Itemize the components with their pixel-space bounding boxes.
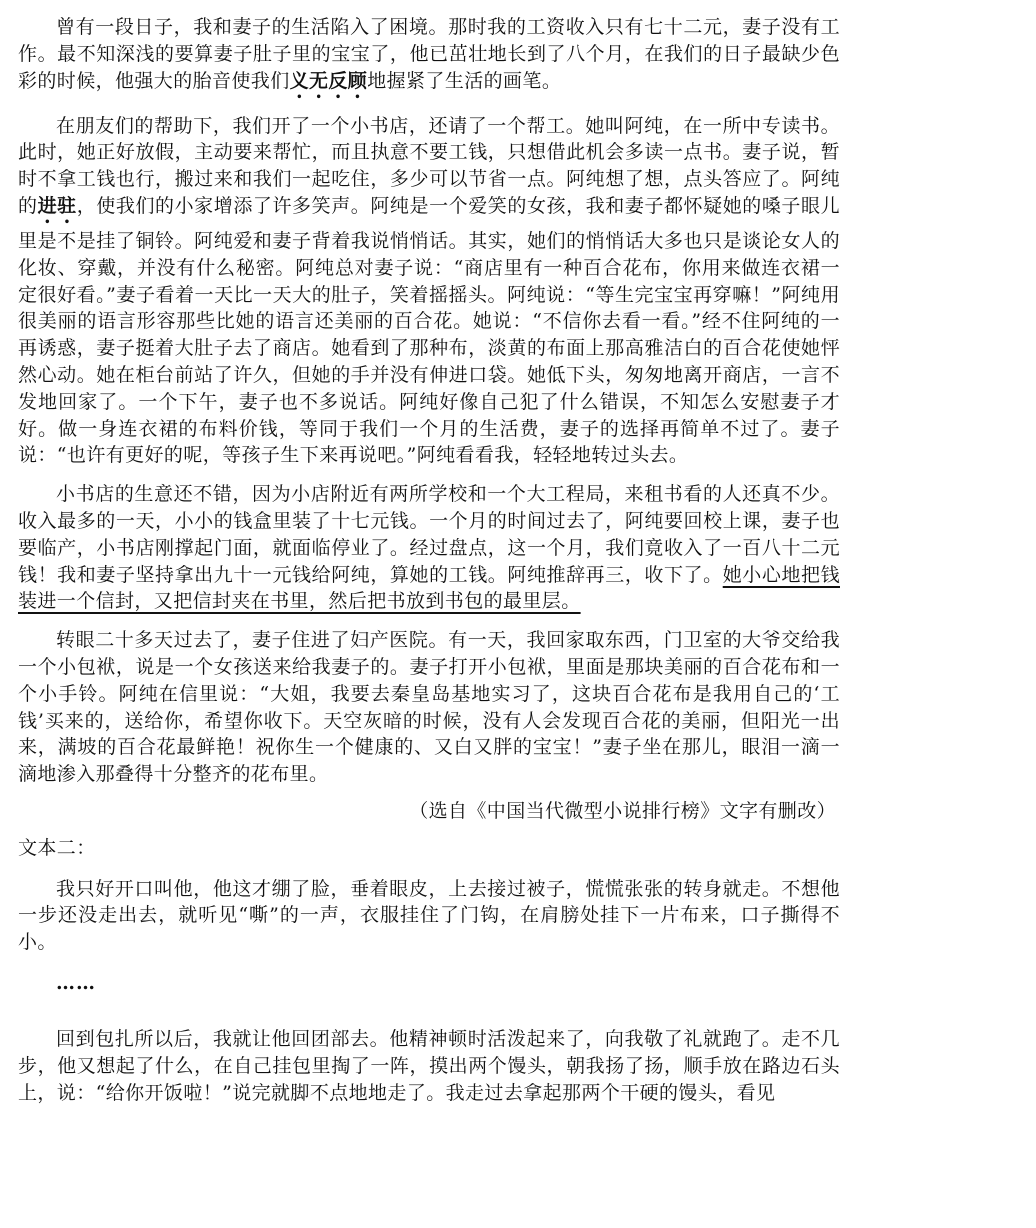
text-one-p2-part-b: ，使我们的小家增添了许多笑声。阿纯是一个爱笑的女孩，我和妻子都怀疑她的嗓子眼儿里是不是挂了铜铃。阿纯爱和妻子背着我说悄悄话。其实，她们的悄悄话大多也只是谈论女人的化妆、穿戴，并没有什么秘密。阿纯总对妻子说：“商店里有一种百合花布，你用来做连衣裙一定很好看。”妻子看着一天比一天大的肚子，笑着摇摇头。阿纯说：“等生完宝宝再穿嘛！”阿纯用很美丽的语言形容那些比她的语言还美丽的百合花。她说：“不信你去看一看。”经不住阿纯的一再诱惑，妻子挺着大肚子去了商店。她看到了那种布，淡黄的布面上那高雅洁白的百合花使她怦然心动。她在柜台前站了许久，但她的手并没有伸进口袋。她低下头，匆匆地离开商店，一言不发地回家了。一个下午，妻子也不多说话。阿纯好像自己犯了什么错误，不知怎么安慰妻子才好。做一身连衣裙的布料价钱，等同于我们一个月的生活费，妻子的选择再简单不过了。妻子说：“也许有更好的呢，等孩子生下来再说吧。”阿纯看看我，轻轻地转过头去。 (18, 194, 840, 467)
text-one-paragraph-2 (18, 113, 840, 470)
source-citation: （选自《中国当代微型小说排行榜》文字有删改） (409, 799, 836, 822)
text-two-label: 文本二： (18, 836, 96, 859)
text-one-p1-part-a: 曾有一段日子，我和妻子的生活陷入了困境。那时我的工资收入只有七十二元，妻子没有工作。最不知深浅的要算妻子肚子里的宝宝了，他已茁壮地长到了八个月，在我们的日子最缺少色彩的时候，他强大的胎音使我们 (18, 16, 840, 92)
ellipsis-separator: …… (56, 971, 96, 994)
text-one-p2-part-a: 在朋友们的帮助下，我们开了一个小书店，还请了一个帮工。她叫阿纯，在一所中专读书。此时，她正好放假，主动要来帮忙，而且执意不要工钱，只想借此机会多读一点书。妻子说，暂时不拿工钱也行，搬过来和我们一起吃住，多少可以节省一点。阿纯想了想，点头答应了。阿纯的 (18, 114, 840, 217)
document-page (18, 14, 840, 1106)
text-one-paragraph-4: 转眼二十多天过去了，妻子住进了妇产医院。有一天，我回家取东西，门卫室的大爷交给我一个小包袱，说是一个女孩送来给我妻子的。妻子打开小包袱，里面是那块美丽的百合花布和一个小手铃。阿纯在信里说：“大姐，我要去秦皇岛基地实习了，这块百合花布是我用自己的‘工钱’买来的，送给你，希望你收下。天空灰暗的时候，没有人会发现百合花的美丽，但阳光一出来，满坡的百合花最鲜艳！祝你生一个健康的、又白又胖的宝宝！”妻子坐在那儿，眼泪一滴一滴地渗入那叠得十分整齐的花布里。 (18, 629, 840, 786)
text-one-p3-part-a: 小书店的生意还不错，因为小店附近有两所学校和一个大工程局，来租书看的人还真不少。收入最多的一天，小小的钱盒里装了十七元钱。一个月的时间过去了，阿纯要回校上课，妻子也要临产，小书店刚撑起门面，就面临停业了。经过盘点，这一个月，我们竟收入了一百八十二元钱！我和妻子坚持拿出九十一元钱给阿纯，算她的工钱。阿纯推辞再三，收下了。 (18, 483, 840, 586)
text-one-paragraph-3 (18, 481, 840, 615)
emphasized-phrase-yiwufangu: 义无反顾 (289, 69, 368, 92)
emphasized-word-jinzhu: 进驻 (37, 194, 77, 217)
text-one-paragraph-1 (18, 14, 840, 103)
text-two-paragraph-2: 回到包扎所以后，我就让他回团部去。他精神顿时活泼起来了，向我敬了礼就跑了。走不几步，他又想起了什么，在自己挂包里掏了一阵，摸出两个馒头，朝我扬了扬，顺手放在路边石头上，说：“给你开饭啦！”说完就脚不点地地走了。我走过去拿起那两个干硬的馒头，看见 (18, 1027, 840, 1104)
text-two-paragraph-1: 我只好开口叫他，他这才绷了脸，垂着眼皮，上去接过被子，慌慌张张的转身就走。不想他一步还没走出去，就听见“嘶”的一声，衣服挂住了门钩，在肩膀处挂下一片布来，口子撕得不小。 (18, 877, 840, 954)
text-one-p1-part-b: 地握紧了生活的画笔。 (367, 69, 562, 92)
underlined-sentence: 她小心地把钱装进一个信封，又把信封夹在书里，然后把书放到书包的最里层。 (18, 563, 840, 613)
